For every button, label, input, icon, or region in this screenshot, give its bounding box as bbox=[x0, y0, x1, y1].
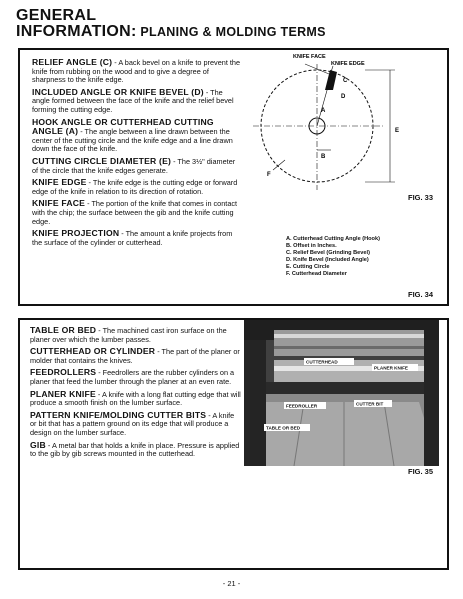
term-definition: - A knife or bit that has a pattern ground on its edge that will produce a design on the lumber surface. bbox=[30, 410, 235, 437]
header-subtitle: PLANING & MOLDING TERMS bbox=[136, 25, 326, 39]
term-definition: - The amount a knife projects from the surface of the cylinder or cutterhead. bbox=[32, 229, 233, 247]
label-b: B bbox=[321, 154, 326, 160]
term-name: CUTTING CIRCLE DIAMETER (E) bbox=[32, 155, 172, 166]
label-c: C bbox=[343, 78, 348, 84]
header-line1: GENERAL bbox=[16, 7, 97, 24]
term-name: KNIFE FACE bbox=[32, 198, 86, 209]
header-information: INFORMATION: bbox=[16, 23, 137, 40]
f-leader bbox=[273, 160, 285, 170]
term-entry bbox=[32, 229, 240, 247]
page-number: - 21 - bbox=[222, 579, 241, 588]
label-knife-edge: KNIFE EDGE bbox=[331, 61, 365, 67]
label-knife-face: KNIFE FACE bbox=[293, 54, 326, 60]
photo-label-cutterhead: CUTTERHEAD bbox=[306, 359, 338, 365]
term-name: RELIEF ANGLE (C) bbox=[32, 57, 113, 67]
term-entry bbox=[30, 411, 242, 438]
label-e: E bbox=[395, 128, 400, 134]
term-definition: - The part of the planer or molder that contains the knives. bbox=[30, 347, 240, 365]
term-name: PATTERN KNIFE/MOLDING CUTTER BITS bbox=[30, 409, 207, 420]
term-entry bbox=[30, 326, 242, 344]
term-entry bbox=[32, 178, 240, 196]
term-entry bbox=[30, 347, 242, 365]
term-entry bbox=[32, 88, 240, 115]
term-name: KNIFE EDGE bbox=[32, 177, 87, 188]
term-definition: - A metal bar that holds a knife in place. Pressure is applied to the gib by gib screws mounted in the cutterhead. bbox=[30, 440, 240, 459]
label-f: F bbox=[267, 172, 271, 178]
term-entry bbox=[30, 390, 242, 408]
header-line2 bbox=[16, 24, 326, 40]
term-definition: - The angle between a line drawn between the center of the cutting circle and the knife edge and a line drawn down the face of the knife. bbox=[32, 127, 233, 154]
legend-item: B. Offset in Inches. bbox=[286, 243, 337, 249]
label-d: D bbox=[341, 94, 346, 100]
term-name: INCLUDED ANGLE OR KNIFE BEVEL (D) bbox=[32, 86, 204, 97]
term-name: GIB bbox=[30, 439, 46, 450]
photo-label-cutter-bit: CUTTER BIT bbox=[356, 401, 384, 407]
term-entry bbox=[32, 58, 240, 85]
term-entry bbox=[32, 199, 240, 226]
planer-terms-list bbox=[30, 326, 242, 462]
fig-35-label: FIG. 35 bbox=[408, 467, 434, 476]
term-definition: - A knife with a long flat cutting edge that will produce a smooth finish on the lumber surface. bbox=[30, 389, 241, 408]
term-entry bbox=[30, 368, 242, 386]
term-definition: - The 3½" diameter of the circle that the knife edges generate. bbox=[32, 156, 236, 175]
term-definition: - The angle formed between the face of the knife and the relief bevel forming the cutting edge. bbox=[32, 87, 234, 114]
term-name: FEEDROLLERS bbox=[30, 367, 97, 378]
fig-34-label: FIG. 34 bbox=[408, 290, 434, 299]
cutterhead-diagram bbox=[245, 52, 435, 202]
term-definition: - Feedrollers are the rubber cylinders on a planer that feed the lumber through the planer at an even rate. bbox=[30, 368, 235, 386]
terms-panel-knife bbox=[18, 48, 449, 306]
term-definition: - The machined cast iron surface on the planer over which the lumber passes. bbox=[30, 326, 227, 344]
planer-photo bbox=[244, 320, 439, 466]
legend-item: F. Cutterhead Diameter bbox=[286, 271, 347, 277]
term-name: TABLE OR BED bbox=[30, 325, 97, 335]
diagram-legend bbox=[286, 236, 380, 278]
photo-label-feedroller: FEEDROLLER bbox=[286, 403, 318, 409]
term-name: HOOK ANGLE OR CUTTERHEAD CUTTING ANGLE (A) bbox=[32, 116, 214, 137]
legend-item: D. Knife Bevel (Included Angle) bbox=[286, 257, 369, 263]
term-entry bbox=[32, 157, 240, 175]
legend-item: A. Cutterhead Cutting Angle (Hook) bbox=[286, 236, 380, 242]
term-entry bbox=[32, 118, 240, 154]
photo-label-planer-knife: PLANER KNIFE bbox=[374, 365, 408, 371]
term-name: PLANER KNIFE bbox=[30, 388, 96, 399]
term-name: CUTTERHEAD OR CYLINDER bbox=[30, 346, 156, 357]
fig-33-label: FIG. 33 bbox=[408, 193, 434, 202]
term-definition: - A back bevel on a knife to prevent the knife from rubbing on the wood and to give a degree of sharpness to the knife edge. bbox=[32, 58, 241, 85]
label-a: A bbox=[321, 108, 326, 114]
page-header bbox=[16, 8, 326, 40]
term-entry bbox=[30, 441, 242, 459]
legend-item: C. Relief Bevel (Grinding Bevel) bbox=[286, 250, 370, 256]
term-definition: - The portion of the knife that comes in contact with the chip; the surface between the gib and the knife cutting edge. bbox=[32, 199, 238, 226]
term-definition: - The knife edge is the cutting edge or forward edge of the knife in relation to its direction of rotation. bbox=[32, 178, 238, 196]
legend-item: E. Cutting Circle bbox=[286, 264, 330, 270]
knife-terms-list bbox=[32, 58, 240, 250]
term-name: KNIFE PROJECTION bbox=[32, 228, 120, 239]
photo-label-table-or-bed: TABLE OR BED bbox=[266, 425, 301, 431]
